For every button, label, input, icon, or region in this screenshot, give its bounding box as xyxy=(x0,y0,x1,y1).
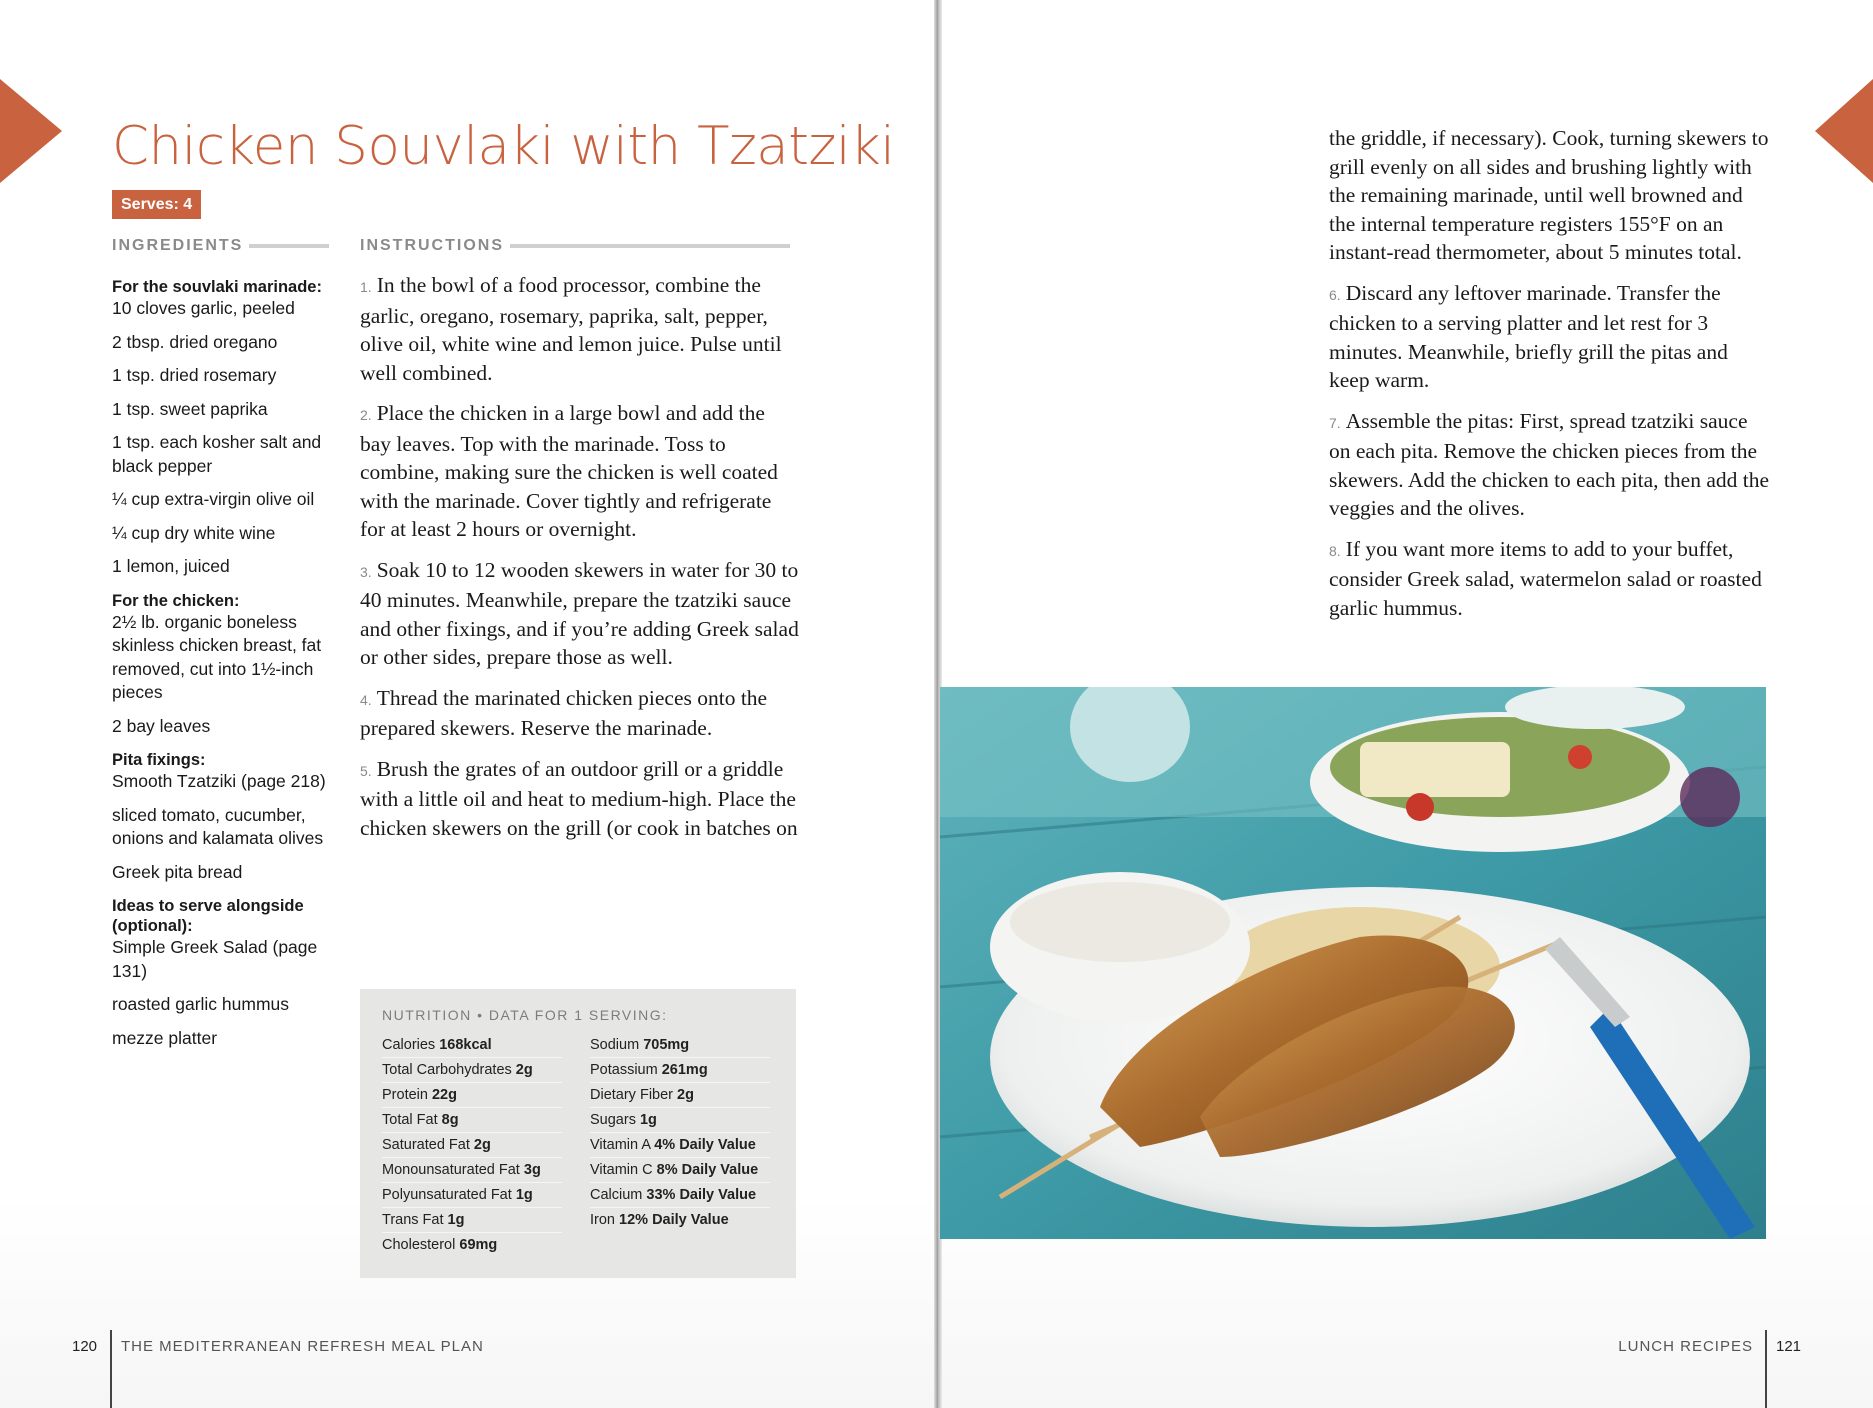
ingredient-item: mezze platter xyxy=(112,1027,218,1048)
nutrition-panel xyxy=(360,989,796,1278)
step-text: Place the chicken in a large bowl and add the bay leaves. Top with the marinade. Toss to combine, making sure the chicken is well coated with the marinade. Cover tightly and refrigerate for at least 2 hours or overnight. xyxy=(360,401,778,541)
nutrition-heading-label: NUTRITION xyxy=(382,1007,472,1023)
nutrition-row xyxy=(590,1083,770,1108)
nutrition-row xyxy=(382,1233,562,1257)
nutrition-row xyxy=(590,1133,770,1158)
nutrition-row xyxy=(382,1108,562,1133)
ingredient-group-heading: For the chicken: xyxy=(112,591,240,610)
ingredient-item: 2 bay leaves xyxy=(112,715,211,736)
nutrition-value: 2g xyxy=(473,1137,491,1153)
nutrition-column-2 xyxy=(590,1033,770,1257)
ingredient-item: roasted garlic hummus xyxy=(112,994,290,1014)
ingredient-item: 1 tsp. sweet paprika xyxy=(112,398,268,419)
step-number: 3. xyxy=(360,563,372,580)
ingredients-list xyxy=(112,277,337,1060)
step-number: 6. xyxy=(1329,286,1341,303)
ingredients-heading-rule xyxy=(249,244,329,248)
nutrition-label: Sodium xyxy=(590,1037,644,1053)
ingredient-group-heading: Pita fixings: xyxy=(112,751,206,769)
chicken-souvlaki-photo xyxy=(940,687,1766,1239)
nutrition-row xyxy=(382,1058,562,1083)
step-text: Assemble the pitas: First, spread tzatziki sauce on each pita. Remove the chicken pieces from the skewers. Add the chicken to each pita, then add the veggies and the olives. xyxy=(1329,408,1770,520)
page-number-right: 121 xyxy=(1776,1338,1802,1355)
step-number: 4. xyxy=(360,691,372,708)
step-5-continued: the griddle, if necessary). Cook, turning skewers to grill evenly on all sides and brushing lightly with the remaining marinade, until well browned and the internal temperature registers 155°F on an instant-read thermometer, about 5 minutes total. xyxy=(1329,126,1769,264)
step-number: 2. xyxy=(360,407,372,423)
instruction-step xyxy=(1329,407,1769,523)
nutrition-row xyxy=(382,1033,562,1058)
nutrition-value: 33% Daily Value xyxy=(646,1187,757,1203)
ingredient-item: Greek pita bread xyxy=(112,861,243,882)
instructions-heading xyxy=(360,236,790,256)
step-number: 7. xyxy=(1329,414,1341,431)
step-text: In the bowl of a food processor, combine the garlic, oregano, rosemary, paprika, salt, pepper, olive oil, white wine and lemon juice. Pulse until well combined. xyxy=(360,273,782,385)
nutrition-row xyxy=(590,1183,770,1208)
ingredient-item: 10 cloves garlic, peeled xyxy=(112,298,295,318)
nutrition-label: Vitamin A xyxy=(590,1137,655,1153)
nutrition-label: Calcium xyxy=(590,1187,647,1203)
instruction-step xyxy=(360,556,800,672)
instruction-step xyxy=(360,271,800,387)
nutrition-value: 705mg xyxy=(643,1037,690,1053)
nutrition-value: 3g xyxy=(523,1162,541,1178)
nutrition-row xyxy=(590,1058,770,1083)
ingredient-item: 1 tsp. dried rosemary xyxy=(112,365,277,385)
nutrition-row xyxy=(382,1183,562,1208)
ingredient-group-heading: For the souvlaki marinade: xyxy=(112,278,322,296)
nutrition-row xyxy=(382,1158,562,1183)
nutrition-label: Total Fat xyxy=(382,1112,442,1128)
nutrition-value: 261mg xyxy=(661,1062,708,1078)
nutrition-row xyxy=(382,1208,562,1233)
nutrition-label: Dietary Fiber xyxy=(590,1087,678,1103)
nutrition-row xyxy=(590,1158,770,1183)
nutrition-value: 1g xyxy=(447,1212,465,1228)
step-text: Discard any leftover marinade. Transfer the chicken to a serving platter and let rest for 3 minutes. Meanwhile, briefly grill the pitas and keep warm. xyxy=(1329,280,1728,392)
nutrition-label: Monounsaturated Fat xyxy=(382,1162,524,1178)
nutrition-value: 8% Daily Value xyxy=(656,1162,759,1178)
nutrition-column-1 xyxy=(382,1033,562,1257)
nutrition-heading xyxy=(382,1007,774,1023)
nutrition-value: 8g xyxy=(441,1112,459,1128)
nutrition-value: 2g xyxy=(515,1062,533,1078)
recipe-title: Chicken Souvlaki with Tzatziki xyxy=(112,116,895,177)
instructions-heading-label: INSTRUCTIONS xyxy=(360,237,504,254)
ingredient-item: ¼ cup extra-virgin olive oil xyxy=(112,489,315,509)
ingredient-item: 1 lemon, juiced xyxy=(112,556,230,576)
ingredient-item: Simple Greek Salad (page 131) xyxy=(112,937,318,981)
nutrition-value: 2g xyxy=(677,1087,694,1103)
next-page-triangle-icon xyxy=(1815,79,1873,183)
ingredient-item: 2½ lb. organic boneless skinless chicken breast, fat removed, cut into 1½-inch pieces xyxy=(112,611,322,702)
ingredient-item: 2 tbsp. dried oregano xyxy=(112,331,278,352)
chapter-title-footer: LUNCH RECIPES xyxy=(1618,1338,1753,1355)
instructions-continued xyxy=(1329,124,1769,634)
step-number: 5. xyxy=(360,762,372,779)
ingredient-item: Smooth Tzatziki (page 218) xyxy=(112,771,326,791)
step-text: Thread the marinated chicken pieces onto the prepared skewers. Reserve the marinade. xyxy=(360,685,768,740)
book-title-footer: THE MEDITERRANEAN REFRESH MEAL PLAN xyxy=(121,1338,484,1355)
nutrition-subheading: • DATA FOR 1 SERVING: xyxy=(471,1007,668,1023)
step-text: Brush the grates of an outdoor grill or a griddle with a little oil and heat to medium-high. Place the chicken skewers on the grill (or cook in batches on xyxy=(360,756,798,840)
nutrition-label: Calories xyxy=(382,1037,440,1053)
ingredient-item: 1 tsp. each kosher salt and black pepper xyxy=(112,432,322,476)
nutrition-value: 12% Daily Value xyxy=(619,1212,729,1228)
prev-page-triangle-icon xyxy=(0,79,62,183)
nutrition-value: 4% Daily Value xyxy=(654,1137,756,1153)
nutrition-row xyxy=(382,1133,562,1158)
nutrition-label: Sugars xyxy=(590,1112,640,1128)
page-number-left: 120 xyxy=(72,1338,98,1355)
ingredient-item: sliced tomato, cucumber, onions and kalamata olives xyxy=(112,804,324,848)
instructions-heading-rule xyxy=(510,244,790,248)
nutrition-label: Protein xyxy=(382,1087,432,1103)
instruction-step xyxy=(360,684,800,743)
nutrition-label: Iron xyxy=(590,1212,620,1228)
instruction-step xyxy=(360,399,800,544)
ingredients-heading-label: INGREDIENTS xyxy=(112,237,244,254)
nutrition-label: Total Carbohydrates xyxy=(382,1062,516,1078)
instructions-list xyxy=(360,271,800,854)
nutrition-label: Potassium xyxy=(590,1062,662,1078)
nutrition-row xyxy=(382,1083,562,1108)
nutrition-label: Polyunsaturated Fat xyxy=(382,1187,516,1203)
nutrition-row xyxy=(590,1208,770,1232)
ingredient-item: ¼ cup dry white wine xyxy=(112,522,276,543)
nutrition-value: 22g xyxy=(431,1087,457,1103)
step-number: 1. xyxy=(360,279,372,295)
instruction-step xyxy=(360,755,800,843)
instructions-list-right xyxy=(1329,279,1769,623)
step-number: 8. xyxy=(1329,542,1341,559)
nutrition-value: 1g xyxy=(639,1112,657,1128)
nutrition-value: 168kcal xyxy=(439,1037,492,1053)
footer-rule-right xyxy=(1765,1330,1767,1408)
footer-rule-left xyxy=(110,1330,112,1408)
serves-badge: Serves: 4 xyxy=(112,190,201,219)
nutrition-row xyxy=(590,1108,770,1133)
step-text: If you want more items to add to your buffet, consider Greek salad, watermelon salad or roasted garlic hummus. xyxy=(1329,536,1762,620)
step-text: Soak 10 to 12 wooden skewers in water for 30 to 40 minutes. Meanwhile, prepare the tzatziki sauce and other fixings, and if you’re adding Greek salad or other sides, prepare those as well. xyxy=(360,557,799,669)
nutrition-row xyxy=(590,1033,770,1058)
nutrition-columns xyxy=(382,1033,774,1257)
ingredients-heading xyxy=(112,236,329,256)
nutrition-label: Cholesterol xyxy=(382,1237,460,1253)
nutrition-label: Saturated Fat xyxy=(382,1137,474,1153)
photo-illustration xyxy=(940,687,1766,1239)
ingredient-group-heading: Ideas to serve alongside (optional): xyxy=(112,897,304,935)
nutrition-value: 69mg xyxy=(459,1237,498,1253)
nutrition-value: 1g xyxy=(515,1187,533,1203)
nutrition-label: Vitamin C xyxy=(590,1162,657,1178)
instruction-step xyxy=(1329,279,1769,395)
nutrition-label: Trans Fat xyxy=(382,1212,448,1228)
instruction-step xyxy=(1329,535,1769,623)
